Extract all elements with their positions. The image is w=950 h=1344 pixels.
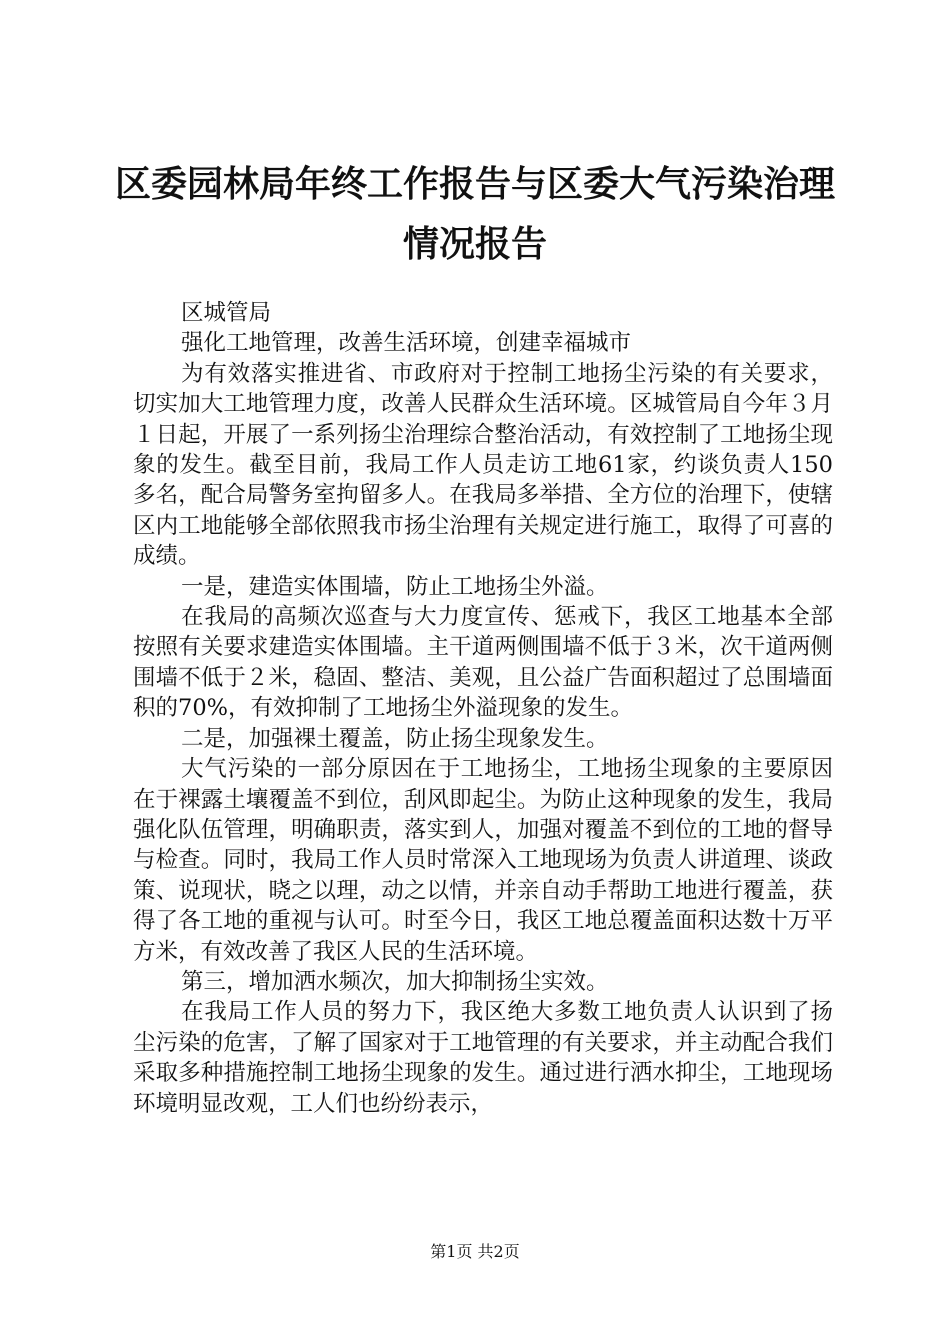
document-body xyxy=(133,298,833,1119)
paragraph-second-measure: 大气污染的一部分原因在于工地扬尘，工地扬尘现象的主要原因在于裸露土壤覆盖不到位，刮风即起尘。为防止这种现象的发生，我局强化队伍管理，明确职责，落实到人，加强对覆盖不到位的工地的督导与检查。同时，我局工作人员时常深入工地现场为负责人讲道理、谈政策、说现状，晓之以理，动之以情，并亲自动手帮助工地进行覆盖，获得了各工地的重视与认可。时至今日，我区工地总覆盖面积达数十万平方米，有效改善了我区人民的生活环境。 xyxy=(133,756,833,965)
paragraph-first-measure: 在我局的高频次巡查与大力度宣传、惩戒下，我区工地基本全部按照有关要求建造实体围墙。主干道两侧围墙不低于３米，次干道两侧围墙不低于２米，稳固、整洁、美观，且公益广告面积超过了总围墙面积的70%，有效抑制了工地扬尘外溢现象的发生。 xyxy=(133,604,833,722)
heading-second-measure: 二是，加强裸土覆盖，防止扬尘现象发生。 xyxy=(181,725,609,752)
page-footer: 第1页 共2页 xyxy=(430,1242,520,1261)
paragraph-intro: 为有效落实推进省、市政府对于控制工地扬尘污染的有关要求，切实加大工地管理力度，改善人民群众生活环境。区城管局自今年３月１日起，开展了一系列扬尘治理综合整治活动，有效控制了工地扬尘现象的发生。截至目前，我局工作人员走访工地61家，约谈负责人150多名，配合局警务室拘留多人。在我局多举措、全方位的治理下，使辖区内工地能够全部依照我市扬尘治理有关规定进行施工，取得了可喜的成绩。 xyxy=(133,360,833,570)
heading-third-measure: 第三，增加洒水频次，加大抑制扬尘实效。 xyxy=(181,968,609,995)
heading-first-measure: 一是，建造实体围墙，防止工地扬尘外溢。 xyxy=(181,573,609,600)
document-title-line-2: 情况报告 xyxy=(402,224,547,265)
document-title-line-1: 区委园林局年终工作报告与区委大气污染治理 xyxy=(114,164,835,205)
paragraph-third-measure: 在我局工作人员的努力下，我区绝大多数工地负责人认识到了扬尘污染的危害，了解了国家对于工地管理的有关要求，并主动配合我们采取多种措施控制工地扬尘现象的发生。通过进行洒水抑尘，工地现场环境明显改观，工人们也纷纷表示， xyxy=(133,999,833,1117)
paragraph-subtitle: 强化工地管理，改善生活环境，创建幸福城市 xyxy=(181,330,632,357)
paragraph-department: 区城管局 xyxy=(181,300,272,326)
